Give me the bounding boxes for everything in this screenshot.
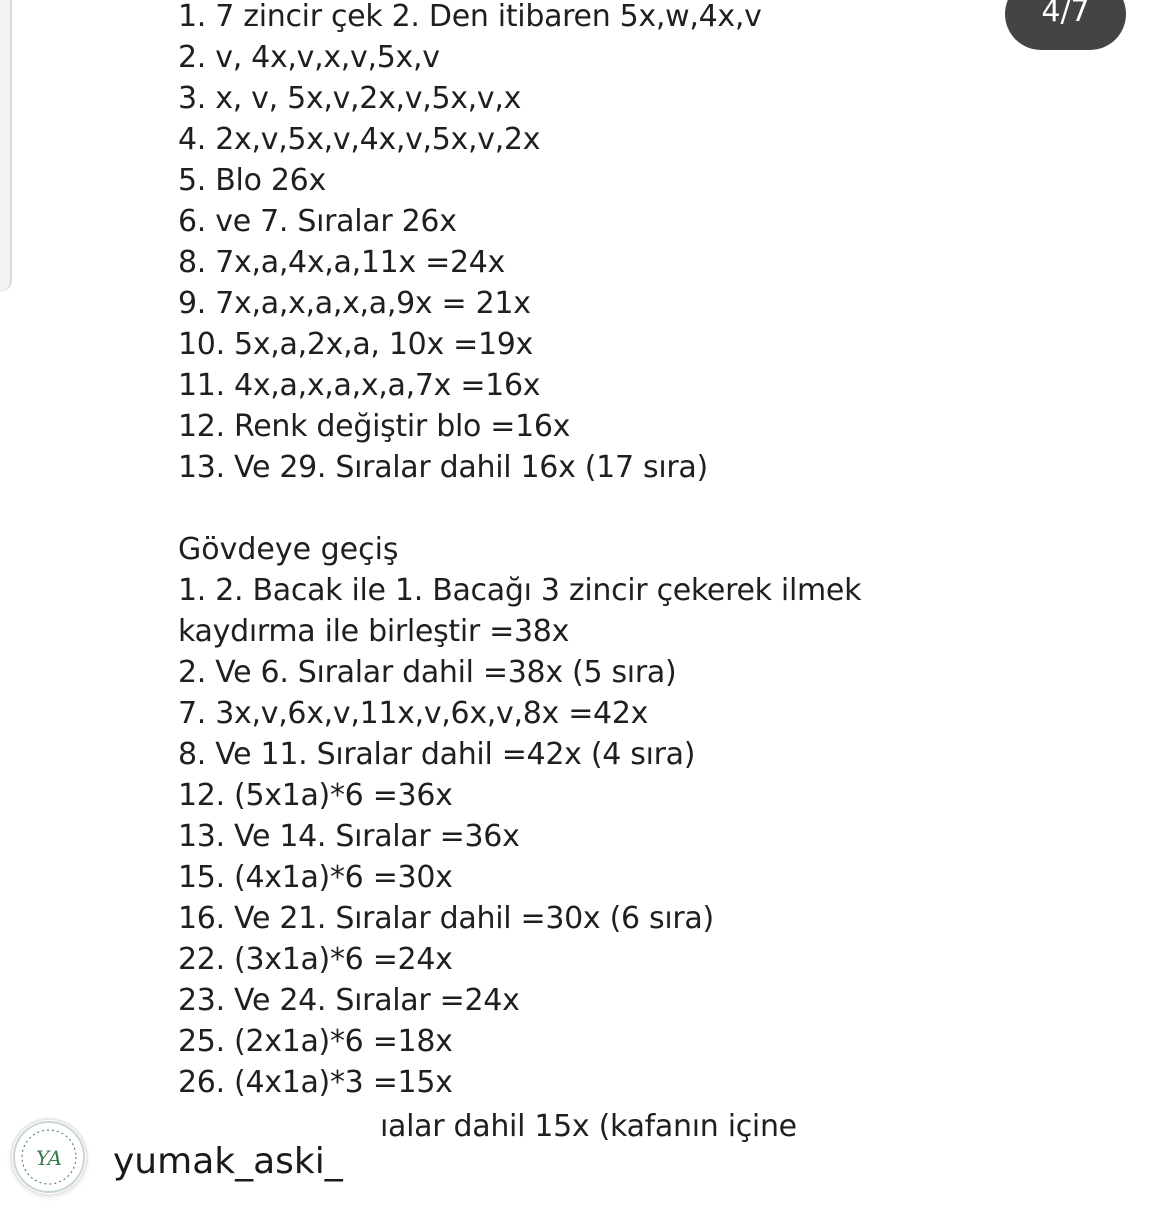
section-spacer: [178, 488, 1078, 529]
leg-line-11: 12. Renk değiştir blo =16x: [178, 409, 571, 444]
leg-line-9: 10. 5x,a,2x,a, 10x =19x: [178, 327, 534, 362]
body-line-1: 1. 2. Bacak ile 1. Bacağı 3 zincir çekerek ilmek: [178, 573, 862, 608]
left-edge-divider: [0, 0, 12, 292]
body-section-title: Gövdeye geçiş: [178, 532, 399, 567]
leg-line-1: 1. 7 zincir çek 2. Den itibaren 5x,w,4x,v: [178, 0, 762, 34]
leg-line-12: 13. Ve 29. Sıralar dahil 16x (17 sıra): [178, 450, 708, 485]
leg-line-3: 3. x, v, 5x,v,2x,v,5x,v,x: [178, 81, 522, 116]
body-line-2: kaydırma ile birleştir =38x: [178, 614, 570, 649]
leg-line-10: 11. 4x,a,x,a,x,a,7x =16x: [178, 368, 541, 403]
account-footer: [0, 1102, 1165, 1210]
body-line-7: 13. Ve 14. Sıralar =36x: [178, 819, 520, 854]
avatar-logo-text: YA: [35, 1146, 63, 1170]
username-link[interactable]: yumak_aski_: [113, 1141, 343, 1182]
pattern-instructions: [178, 0, 1078, 1103]
body-line-4: 7. 3x,v,6x,v,11x,v,6x,v,8x =42x: [178, 696, 649, 731]
leg-line-5: 5. Blo 26x: [178, 163, 326, 198]
partial-instruction-line: ıalar dahil 15x (kafanın içine: [380, 1109, 797, 1144]
body-line-10: 22. (3x1a)*6 =24x: [178, 942, 453, 977]
body-line-6: 12. (5x1a)*6 =36x: [178, 778, 453, 813]
body-line-3: 2. Ve 6. Sıralar dahil =38x (5 sıra): [178, 655, 677, 690]
leg-line-7: 8. 7x,a,4x,a,11x =24x: [178, 245, 505, 280]
leg-line-6: 6. ve 7. Sıralar 26x: [178, 204, 457, 239]
leg-line-4: 4. 2x,v,5x,v,4x,v,5x,v,2x: [178, 122, 541, 157]
body-line-11: 23. Ve 24. Sıralar =24x: [178, 983, 520, 1018]
body-line-9: 16. Ve 21. Sıralar dahil =30x (6 sıra): [178, 901, 714, 936]
page-counter-text: 4/7: [1041, 0, 1090, 29]
avatar[interactable]: [12, 1120, 86, 1194]
body-line-13: 26. (4x1a)*3 =15x: [178, 1065, 453, 1100]
leg-line-8: 9. 7x,a,x,a,x,a,9x = 21x: [178, 286, 531, 321]
leg-line-2: 2. v, 4x,v,x,v,5x,v: [178, 40, 440, 75]
yumak-logo-icon: [12, 1120, 86, 1194]
body-line-12: 25. (2x1a)*6 =18x: [178, 1024, 453, 1059]
body-line-5: 8. Ve 11. Sıralar dahil =42x (4 sıra): [178, 737, 696, 772]
body-line-8: 15. (4x1a)*6 =30x: [178, 860, 453, 895]
